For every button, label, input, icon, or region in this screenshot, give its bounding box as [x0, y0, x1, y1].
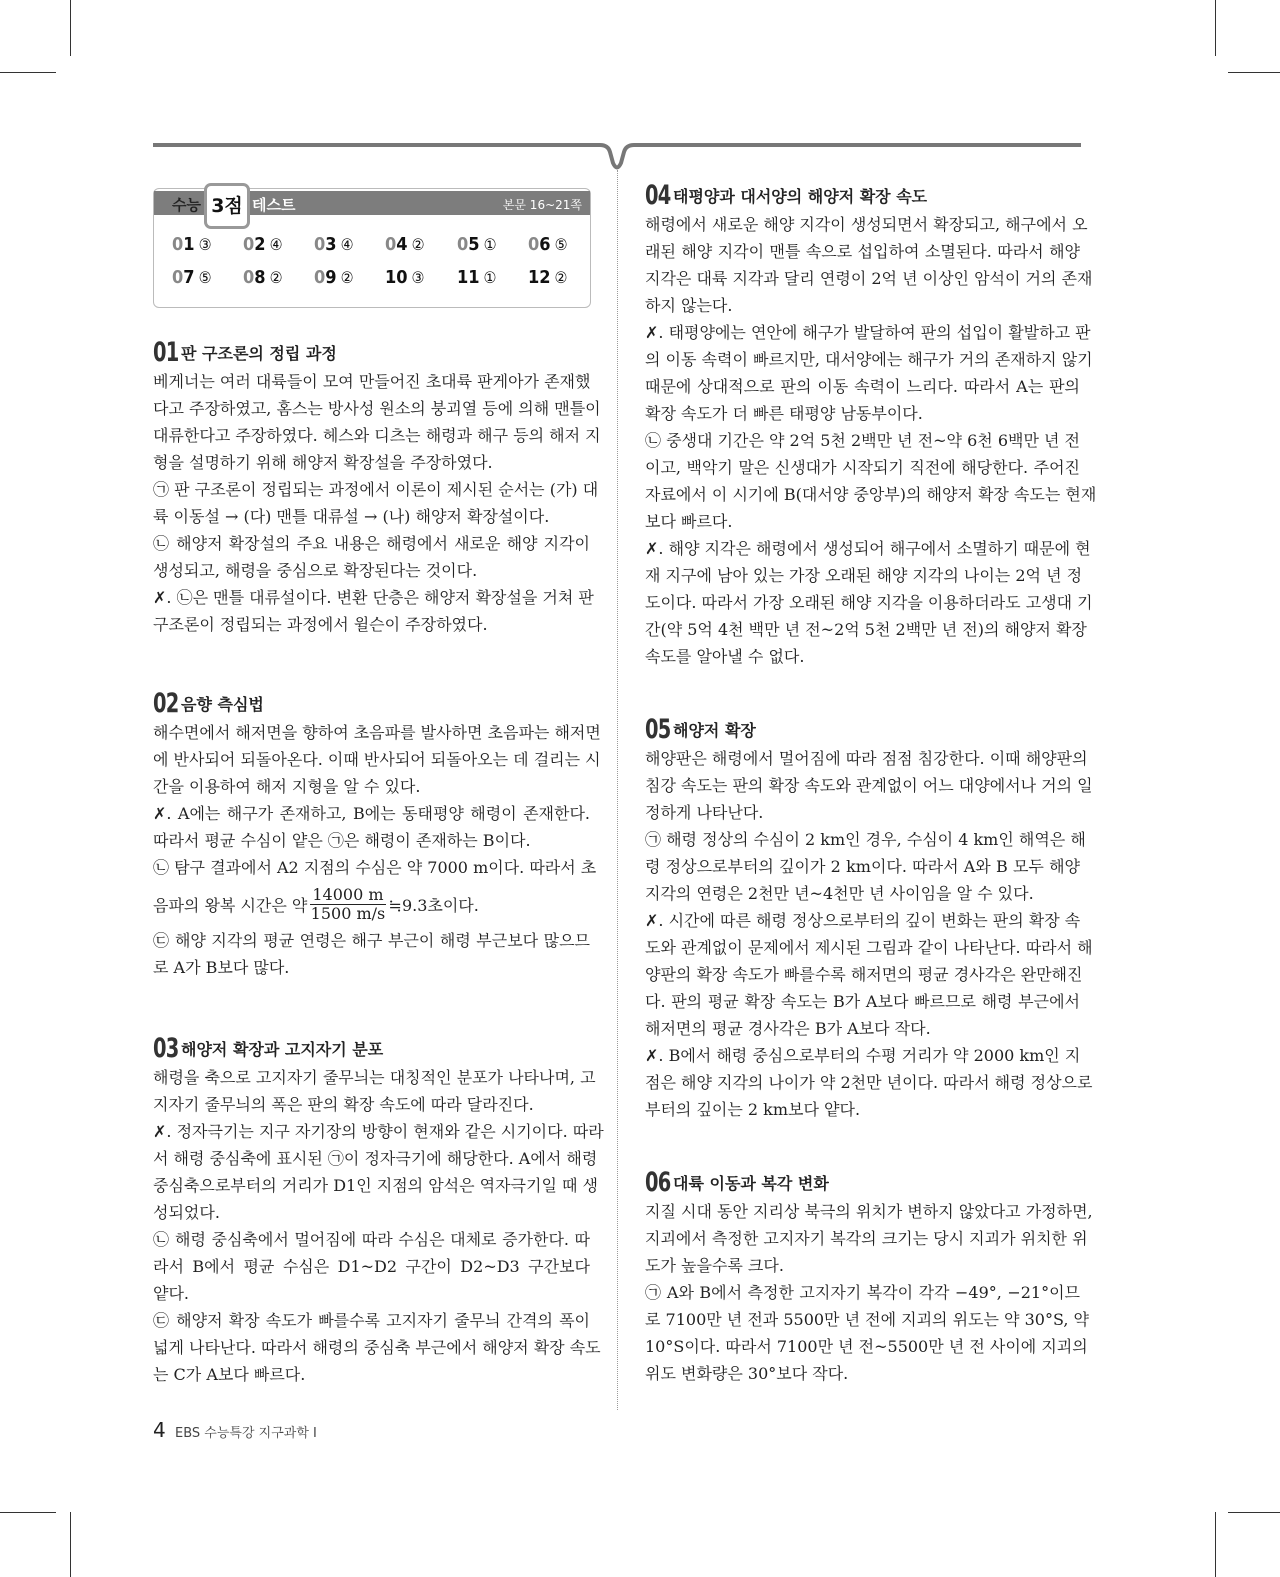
paragraph	[153, 368, 601, 476]
answer-item	[385, 267, 424, 288]
formula-suffix: ≒9.3초이다.	[388, 895, 479, 915]
answer-item	[314, 234, 353, 255]
text-line: 지자기 줄무늬의 폭은 판의 확장 속도에 따라 달라진다.	[153, 1095, 534, 1114]
answer-box-header	[154, 191, 590, 215]
text-line: ㉢ 해양 지각의 평균 연령은 해구 부근이 해령 부근보다 많으므	[153, 931, 590, 950]
text-line: 해령을 축으로 고지자기 줄무늬는 대칭적인 분포가 나타나며, 고	[153, 1068, 596, 1087]
answer-choice: ④	[340, 235, 354, 254]
question-number: 12	[528, 267, 551, 288]
answer-choice: ⑤	[198, 268, 212, 287]
text-line: 도가 높을수록 크다.	[645, 1256, 784, 1275]
text-line: 래된 해양 지각이 맨틀 속으로 섭입하여 소멸된다. 따라서 해양	[645, 242, 1080, 261]
question-number: 04	[385, 234, 408, 255]
text-line: ✗. 시간에 따른 해령 정상으로부터의 깊이 변화는 판의 확장 속	[645, 911, 1081, 930]
paragraph	[153, 584, 594, 638]
paragraph	[645, 427, 1097, 535]
question-number: 06	[528, 234, 551, 255]
leading-zero: 0	[243, 234, 255, 255]
answer-box-prefix: 수능	[172, 196, 201, 214]
text-line: 부터의 깊이는 2 km보다 얕다.	[645, 1100, 861, 1119]
answer-choice: ③	[411, 268, 425, 287]
section-title: 대륙 이동과 복각 변화	[673, 1173, 829, 1193]
paragraph	[153, 800, 590, 854]
text-line: 지각은 대륙 지각과 달리 연령이 2억 년 이상인 암석이 거의 존재	[645, 269, 1093, 288]
question-number: 09	[314, 267, 337, 288]
answer-box-label: 테스트	[252, 196, 296, 214]
answer-item	[172, 234, 211, 255]
question-number: 03	[314, 234, 337, 255]
paragraph	[153, 530, 590, 584]
text-line: 간을 이용하여 해저 지형을 알 수 있다.	[153, 777, 421, 796]
paragraph	[645, 535, 1093, 670]
paragraph	[645, 1279, 1089, 1387]
text-line: 의 이동 속력이 빠르지만, 대서양에는 해구가 거의 존재하지 않기	[645, 350, 1093, 369]
crop-mark	[70, 1512, 71, 1577]
section-04	[645, 179, 1097, 670]
section-title: 음향 측심법	[181, 694, 264, 714]
text-line: ㉡ 해령 중심축에서 멀어짐에 따라 수심은 대체로 증가한다. 따	[153, 1230, 590, 1249]
question-number: 10	[385, 267, 408, 288]
text-line: 10°S이다. 따라서 7100만 년 전~5500만 년 전 사이에 지괴의	[645, 1337, 1088, 1356]
paragraph	[645, 1042, 1093, 1123]
answer-choice: ②	[340, 268, 354, 287]
paragraph	[645, 826, 1086, 907]
column-divider	[617, 170, 618, 1410]
section-06	[645, 1166, 1093, 1387]
answer-choice: ⑤	[554, 235, 568, 254]
answer-item	[243, 267, 282, 288]
text-line: 넓게 나타난다. 따라서 해령의 중심축 부근에서 해양저 확장 속도	[153, 1338, 601, 1357]
answer-item	[385, 234, 424, 255]
question-number: 11	[457, 267, 480, 288]
text-line: 간(약 5억 4천 백만 년 전~2억 5천 2백만 년 전)의 해양저 확장	[645, 620, 1087, 639]
text-line: 도이다. 따라서 가장 오래된 해양 지각을 이용하더라도 고생대 기	[645, 593, 1093, 612]
answer-item	[314, 267, 353, 288]
leading-zero: 0	[172, 234, 184, 255]
formula-prefix: 음파의 왕복 시간은 약	[153, 895, 308, 915]
leading-zero: 0	[528, 234, 540, 255]
text-line: 지질 시대 동안 지리상 북극의 위치가 변하지 않았다고 가정하면,	[645, 1202, 1093, 1221]
text-line: 해양판은 해령에서 멀어짐에 따라 점점 침강한다. 이때 해양판의	[645, 749, 1088, 768]
section-heading	[153, 687, 590, 719]
paragraph	[645, 907, 1093, 1042]
text-line: 령 정상으로부터의 깊이가 2 km이다. 따라서 A와 B 모두 해양	[645, 857, 1080, 876]
text-line: 얕다.	[153, 1284, 189, 1303]
paragraph	[153, 1064, 596, 1118]
answer-box	[153, 188, 591, 308]
text-line: ㉢ 해양저 확장 속도가 빠를수록 고지자기 줄무늬 간격의 폭이	[153, 1311, 590, 1330]
paragraph	[153, 719, 601, 800]
text-line: 확장 속도가 더 빠른 태평양 남동부이다.	[645, 404, 923, 423]
answer-choice: ②	[411, 235, 425, 254]
paragraph	[153, 927, 590, 981]
question-number: 07	[172, 267, 195, 288]
paragraph	[153, 1226, 590, 1307]
text-line: 하지 않는다.	[645, 296, 733, 315]
text-line: 보다 빠르다.	[645, 512, 733, 531]
text-line: 점은 해양 지각의 나이가 약 2천만 년이다. 따라서 해령 정상으로	[645, 1073, 1093, 1092]
crop-mark	[0, 1512, 56, 1513]
section-02	[153, 687, 601, 981]
paragraph	[645, 1198, 1093, 1279]
paragraph	[153, 1307, 601, 1388]
paragraph	[645, 211, 1093, 319]
text-line: 해령에서 새로운 해양 지각이 생성되면서 확장되고, 해구에서 오	[645, 215, 1088, 234]
leading-zero: 0	[314, 267, 326, 288]
text-line: 위도 변화량은 30°보다 작다.	[645, 1364, 849, 1383]
answer-choice: ④	[269, 235, 283, 254]
answer-choice: ①	[483, 235, 497, 254]
paragraph	[153, 476, 599, 530]
text-line: ㉠ 해령 정상의 수심이 2 km인 경우, 수심이 4 km인 해역은 해	[645, 830, 1086, 849]
text-line: 대류한다고 주장하였다. 헤스와 디츠는 해령과 해구 등의 해저 지	[153, 426, 601, 445]
section-number: 03	[153, 1032, 179, 1064]
crop-mark	[1215, 1512, 1216, 1577]
page-number: 4	[153, 1418, 166, 1442]
section-heading	[645, 713, 1080, 745]
fraction-numerator: 14000 m	[312, 884, 384, 904]
section-number: 04	[645, 179, 671, 211]
text-line: 다. 판의 평균 확장 속도는 B가 A보다 빠르므로 해령 부근에서	[645, 992, 1080, 1011]
leading-zero: 0	[243, 267, 255, 288]
text-line: 침강 속도는 판의 확장 속도와 관계없이 어느 대양에서나 거의 일	[645, 776, 1093, 795]
text-line: 해저면의 평균 경사각은 B가 A보다 작다.	[645, 1019, 931, 1038]
text-line: 재 지구에 남아 있는 가장 오래된 해양 지각의 나이는 2억 년 정	[645, 566, 1083, 585]
text-line: 생성되고, 해령을 중심으로 확장된다는 것이다.	[153, 561, 478, 580]
section-heading	[645, 179, 1080, 211]
text-line: ✗. 태평양에는 연안에 해구가 발달하여 판의 섭입이 활발하고 판	[645, 323, 1091, 342]
section-heading	[645, 1166, 1080, 1198]
answer-choice: ①	[483, 268, 497, 287]
text-line: ㉡ 탐구 결과에서 A2 지점의 수심은 약 7000 m이다. 따라서 초	[153, 858, 597, 877]
question-number: 08	[243, 267, 266, 288]
formula-line	[153, 881, 590, 927]
book-title: EBS 수능특강 지구과학 Ⅰ	[175, 1426, 317, 1441]
paragraph	[645, 319, 1093, 427]
section-01	[153, 336, 601, 638]
answer-item	[457, 234, 496, 255]
section-heading	[153, 336, 590, 368]
text-line: 구조론이 정립되는 과정에서 윌슨이 주장하였다.	[153, 615, 488, 634]
answer-item	[172, 267, 211, 288]
text-line: 로 A가 B보다 많다.	[153, 958, 290, 977]
text-line: 형을 설명하기 위해 해양저 확장설을 주장하였다.	[153, 453, 493, 472]
section-03	[153, 1032, 604, 1388]
leading-zero: 0	[172, 267, 184, 288]
text-line: 륙 이동설 → (다) 맨틀 대류설 → (나) 해양저 확장설이다.	[153, 507, 550, 526]
section-title: 태평양과 대서양의 해양저 확장 속도	[673, 186, 928, 206]
header-rule	[0, 0, 1280, 180]
text-line: 성되었다.	[153, 1203, 220, 1222]
text-line: 베게너는 여러 대륙들이 모여 만들어진 초대륙 판게아가 존재했	[153, 372, 591, 391]
text-line: 따라서 평균 수심이 얕은 ㉠은 해령이 존재하는 B이다.	[153, 831, 531, 850]
answer-item	[528, 267, 567, 288]
question-number: 02	[243, 234, 266, 255]
answer-choice: ②	[269, 268, 283, 287]
text-line: ✗. B에서 해령 중심으로부터의 수평 거리가 약 2000 km인 지	[645, 1046, 1081, 1065]
section-title: 해양저 확장	[673, 720, 756, 740]
text-line: 속도를 알아낼 수 없다.	[645, 647, 805, 666]
section-title: 해양저 확장과 고지자기 분포	[181, 1039, 384, 1059]
text-line: 에 반사되어 되돌아온다. 이때 반사되어 되돌아오는 데 걸리는 시	[153, 750, 601, 769]
leading-zero: 0	[457, 234, 469, 255]
text-line: 서 해령 중심축에 표시된 ㉠이 정자극기에 해당한다. A에서 해령	[153, 1149, 598, 1168]
paragraph	[645, 745, 1093, 826]
leading-zero: 0	[314, 234, 326, 255]
text-line: 정하게 나타난다.	[645, 803, 764, 822]
section-number: 02	[153, 687, 179, 719]
answer-box-pages: 본문 16~21쪽	[502, 198, 582, 212]
crop-mark	[1228, 1512, 1280, 1513]
section-number: 06	[645, 1166, 671, 1198]
text-line: 때문에 상대적으로 판의 이동 속력이 느리다. 따라서 A는 판의	[645, 377, 1080, 396]
text-line: 지괴에서 측정한 고지자기 복각의 크기는 당시 지괴가 위치한 위	[645, 1229, 1088, 1248]
text-line: ✗. ㉡은 맨틀 대류설이다. 변환 단층은 해양저 확장설을 거쳐 판	[153, 588, 594, 607]
section-number: 05	[645, 713, 671, 745]
answer-choice: ②	[554, 268, 568, 287]
section-number: 01	[153, 336, 179, 368]
paragraph	[153, 1118, 604, 1226]
fraction-denominator: 1500 m/s	[310, 903, 386, 923]
text-line: ✗. A에는 해구가 존재하고, B에는 동태평양 해령이 존재한다.	[153, 804, 590, 823]
text-line: 도와 관계없이 문제에서 제시된 그림과 같이 나타난다. 따라서 해	[645, 938, 1093, 957]
text-line: ㉡ 중생대 기간은 약 2억 5천 2백만 년 전~약 6천 6백만 년 전	[645, 431, 1081, 450]
text-line: 라서 B에서 평균 수심은 D1~D2 구간이 D2~D3 구간보다	[153, 1257, 590, 1276]
text-line: ㉡ 해양저 확장설의 주요 내용은 해령에서 새로운 해양 지각이	[153, 534, 590, 553]
text-line: 중심축으로부터의 거리가 D1인 지점의 암석은 역자극기일 때 생	[153, 1176, 599, 1195]
answer-choice: ③	[198, 235, 212, 254]
fraction	[310, 886, 385, 923]
text-line: 로 7100만 년 전과 5500만 년 전에 지괴의 위도는 약 30°S, 약	[645, 1310, 1089, 1329]
text-line: 는 C가 A보다 빠르다.	[153, 1365, 306, 1384]
section-title: 판 구조론의 정립 과정	[181, 343, 337, 363]
question-number: 05	[457, 234, 480, 255]
answer-item	[457, 267, 496, 288]
paragraph	[153, 854, 597, 927]
text-line: 다고 주장하였고, 홈스는 방사성 원소의 붕괴열 등에 의해 맨틀이	[153, 399, 601, 418]
leading-zero: 0	[385, 234, 397, 255]
text-line: 이고, 백악기 말은 신생대가 시작되기 직전에 해당한다. 주어진	[645, 458, 1080, 477]
text-line: 지각의 연령은 2천만 년~4천만 년 사이임을 알 수 있다.	[645, 884, 1034, 903]
text-line: ✗. 해양 지각은 해령에서 생성되어 해구에서 소멸하기 때문에 현	[645, 539, 1091, 558]
answer-box-points: 3점	[204, 183, 250, 229]
text-line: ㉠ A와 B에서 측정한 고지자기 복각이 각각 −49°, −21°이므	[645, 1283, 1080, 1302]
section-05	[645, 713, 1093, 1123]
section-heading	[153, 1032, 590, 1064]
text-line: ✗. 정자극기는 지구 자기장의 방향이 현재와 같은 시기이다. 따라	[153, 1122, 604, 1141]
text-line: 해수면에서 해저면을 향하여 초음파를 발사하면 초음파는 해저면	[153, 723, 601, 742]
answer-item	[528, 234, 567, 255]
text-line: ㉠ 판 구조론이 정립되는 과정에서 이론이 제시된 순서는 (가) 대	[153, 480, 599, 499]
text-line: 양판의 확장 속도가 빠를수록 해저면의 평균 경사각은 완만해진	[645, 965, 1083, 984]
text-line: 자료에서 이 시기에 B(대서양 중앙부)의 해양저 확장 속도는 현재	[645, 485, 1097, 504]
answer-item	[243, 234, 282, 255]
question-number: 01	[172, 234, 195, 255]
